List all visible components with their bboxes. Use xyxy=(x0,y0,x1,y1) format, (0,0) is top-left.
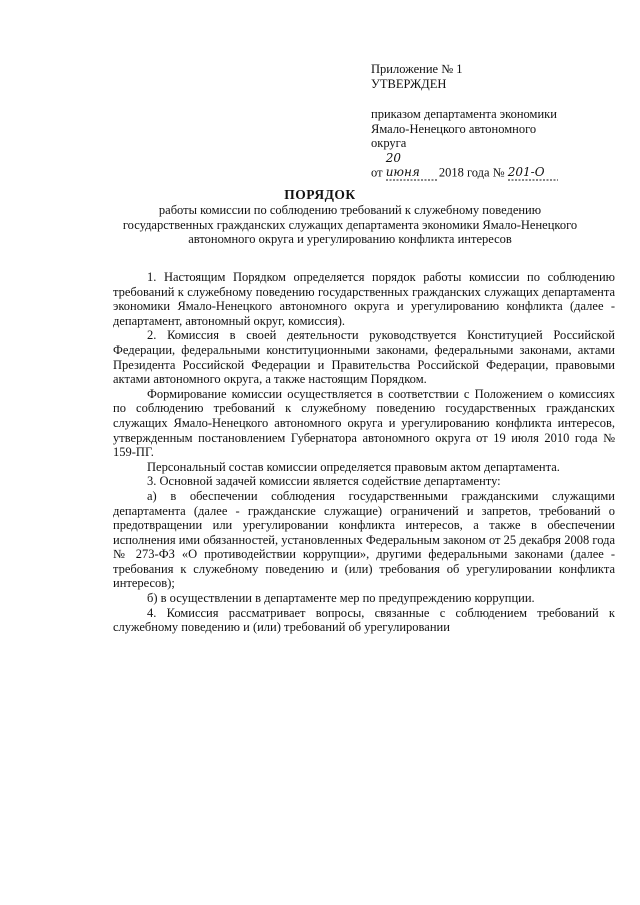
paragraph: Формирование комиссии осуществляется в соответствии с Положением о комиссиях по соблюдению требований к служебному поведению государственных гражданских служащих Ямало-Ненецкого автономного округа и урегулированию конфликта интересов, утвержденным постановлением Губернатора автономного округа от 19 июля 2010 года № 159-ПГ. xyxy=(113,386,615,460)
paragraph: б) в осуществлении в департаменте мер по предупреждению коррупции. xyxy=(147,591,535,606)
approved-label: УТВЕРЖДЕН xyxy=(371,76,447,91)
order-line-3: округа xyxy=(371,136,407,150)
order-date-line xyxy=(371,151,611,180)
handwritten-date: 20 июня xyxy=(386,151,436,180)
document-title: ПОРЯДОК xyxy=(284,187,356,202)
paragraph: Персональный состав комиссии определяется правовым актом департамента. xyxy=(147,459,560,474)
document-body xyxy=(113,270,615,635)
paragraph: 2. Комиссия в своей деятельности руководствуется Конституцией Российской Федерации, федеральными конституционными законами, федеральными законами, актами Президента Российской Федерации и Правительства Российской Федерации, правовыми актами автономного округа, а также настоящим Порядком. xyxy=(113,328,615,387)
paragraph: 3. Основной задачей комиссии является содействие департаменту: xyxy=(147,474,501,489)
document-subtitle: работы комиссии по соблюдению требований к служебному поведению государственных гражданских служащих департамента экономики Ямало-Ненецкого автономного округа и урегулированию конфликта интересов xyxy=(122,203,578,246)
order-line-1: приказом департамента экономики xyxy=(371,107,557,121)
paragraph: 4. Комиссия рассматривает вопросы, связанные с соблюдением требований к служебному поведению и (или) требований об урегулировании xyxy=(113,605,615,635)
number-underline xyxy=(508,178,558,182)
handwritten-number: 201-О xyxy=(508,165,556,180)
date-underline xyxy=(386,178,438,182)
date-year: 2018 года № xyxy=(438,165,505,179)
approval-block xyxy=(371,62,611,180)
paragraph: 1. Настоящим Порядком определяется порядок работы комиссии по соблюдению требований к служебному поведению государственных гражданских служащих департамента экономики Ямало-Ненецкого автономного округа и урегулированию конфликта (далее - департамент, автономный округ, комиссия). xyxy=(113,270,615,328)
paragraph: а) в обеспечении соблюдения государственными гражданскими служащими департамента (далее - гражданские служащие) ограничений и запретов, требований о предотвращении или урегулировании конфликта интересов, а также в обеспечении исполнения ими обязанностей, установленных Федеральным законом от 25 декабря 2008 года № 273-ФЗ «О противодействии коррупции», другими федеральными законами (далее - требования к служебному поведению и (или) требования об урегулировании конфликта интересов); xyxy=(113,488,615,591)
appendix-label: Приложение № 1 xyxy=(371,62,463,76)
date-prefix: от xyxy=(371,165,383,179)
order-line-2: Ямало-Ненецкого автономного xyxy=(371,121,537,136)
